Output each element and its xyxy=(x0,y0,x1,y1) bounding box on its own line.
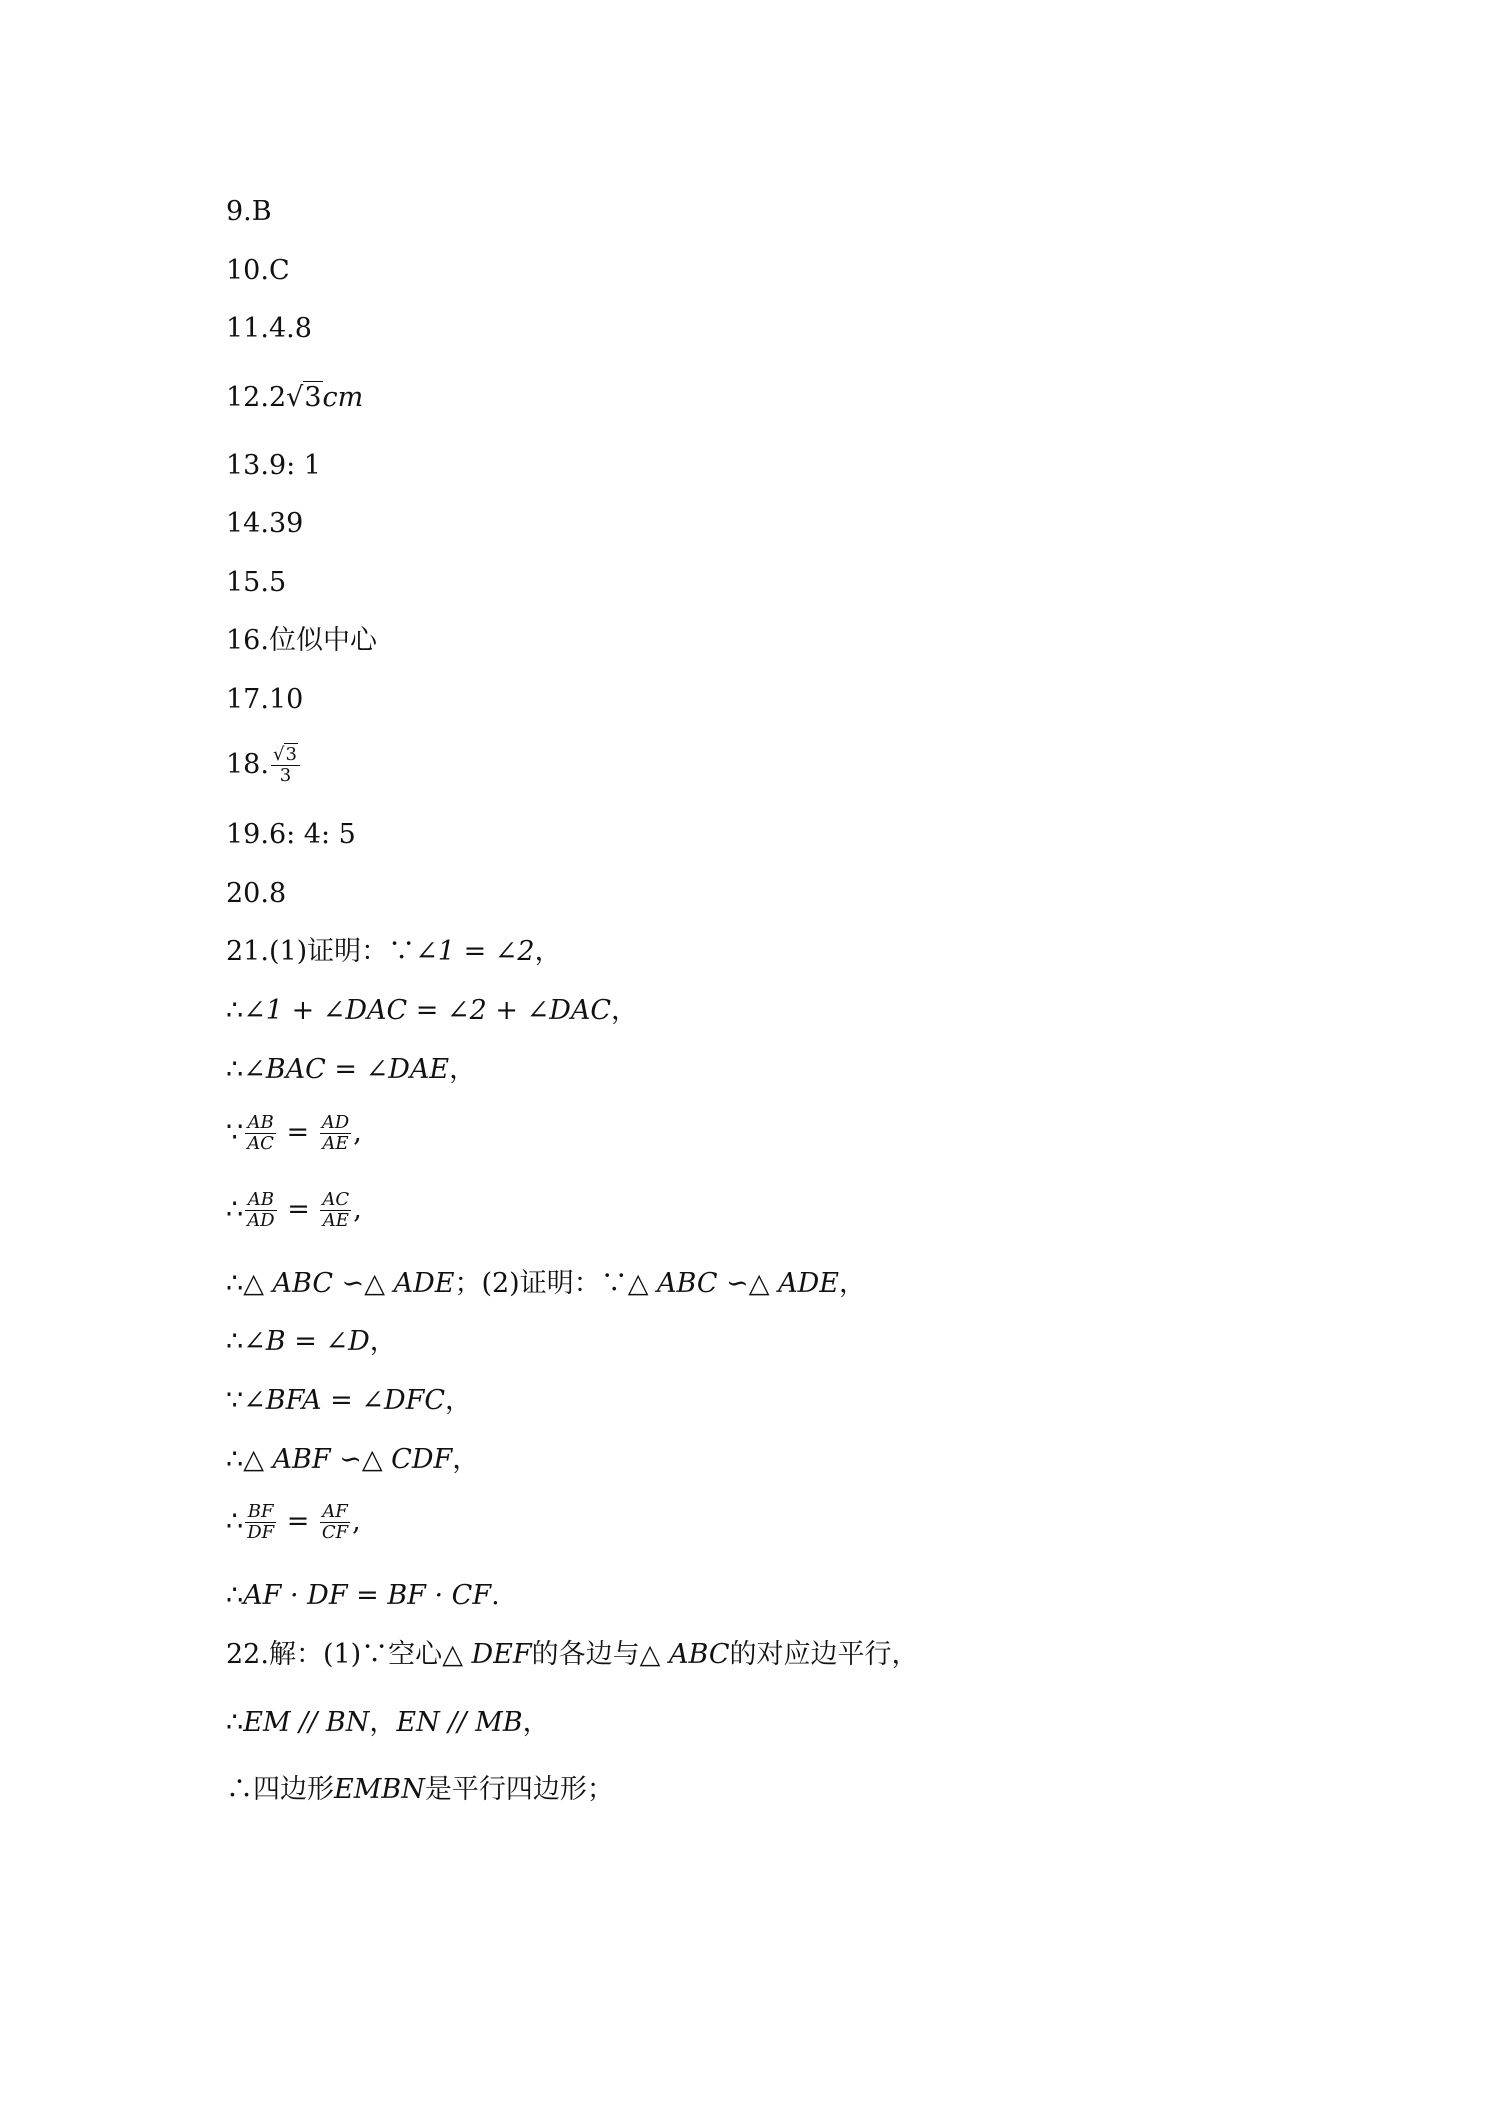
answer-20: 20.8 xyxy=(226,878,287,909)
q22-line-1: 22.解：(1)∵空心△ DEF的各边与△ ABC的对应边平行， xyxy=(226,1639,919,1670)
answer-12-prefix: 12.2 xyxy=(226,382,287,413)
answer-17: 17.10 xyxy=(226,684,304,715)
answer-19: 19.6: 4: 5 xyxy=(226,819,356,850)
q21-line-11: ∴AF · DF = BF · CF. xyxy=(226,1580,500,1611)
q21-line-10: ∴ $\frac{BF}{DF}$ = $\frac{AF}{CF}$ , xyxy=(226,1501,361,1543)
answer-18-fraction xyxy=(271,745,300,786)
q21-line-2: ∴∠1 + ∠DAC = ∠2 + ∠DAC， xyxy=(226,995,639,1026)
fraction: $\frac{AC}{AE}$ xyxy=(322,1189,350,1231)
answer-9: 9.B xyxy=(226,196,272,227)
q22-line-3: ∴四边形EMBN是平行四边形； xyxy=(226,1774,614,1805)
q21-line-4: ∵ $\frac{AB}{AC}$ = $\frac{AD}{AE}$ , xyxy=(226,1112,362,1154)
answer-12-unit: cm xyxy=(322,382,364,413)
fraction-denominator: 3 xyxy=(279,765,292,786)
answer-18-prefix: 18. xyxy=(226,749,269,780)
answer-14: 14.39 xyxy=(226,508,304,539)
answer-12 xyxy=(226,380,363,416)
q21-line-7: ∴∠B = ∠D， xyxy=(226,1326,397,1357)
answer-13: 13.9: 1 xyxy=(226,450,321,481)
q21-line-8: ∵∠BFA = ∠DFC， xyxy=(226,1385,472,1416)
sqrt-symbol: √3 xyxy=(286,382,322,413)
answer-12-radicand: 3 xyxy=(304,382,322,413)
fraction: $\frac{BF}{DF}$ xyxy=(247,1501,275,1543)
answer-18 xyxy=(226,745,302,786)
q21-line-5: ∴ $\frac{AB}{AD}$ = $\frac{AC}{AE}$ , xyxy=(226,1189,362,1231)
fraction: $\frac{AD}{AE}$ xyxy=(321,1112,350,1154)
answer-10: 10.C xyxy=(226,255,290,286)
q21-line-1: 21.(1)证明：∵∠1 = ∠2， xyxy=(226,936,562,967)
answer-11: 11.4.8 xyxy=(226,313,312,344)
q21-line-6: ∴△ ABC ∽△ ADE；(2)证明：∵△ ABC ∽△ ADE， xyxy=(226,1268,866,1299)
answer-16: 16.位似中心 xyxy=(226,625,377,656)
fraction: $\frac{AB}{AD}$ xyxy=(247,1189,275,1231)
fraction: $\frac{AB}{AC}$ xyxy=(247,1112,274,1154)
q21-line-3: ∴∠BAC = ∠DAE， xyxy=(226,1054,477,1085)
fraction-numerator: √3 xyxy=(271,745,300,766)
q21-line-9: ∴△ ABF ∽△ CDF， xyxy=(226,1444,480,1475)
fraction: $\frac{AF}{CF}$ xyxy=(321,1501,349,1543)
answer-15: 15.5 xyxy=(226,567,287,598)
q22-line-2: ∴EM // BN，EN // MB， xyxy=(226,1707,550,1738)
